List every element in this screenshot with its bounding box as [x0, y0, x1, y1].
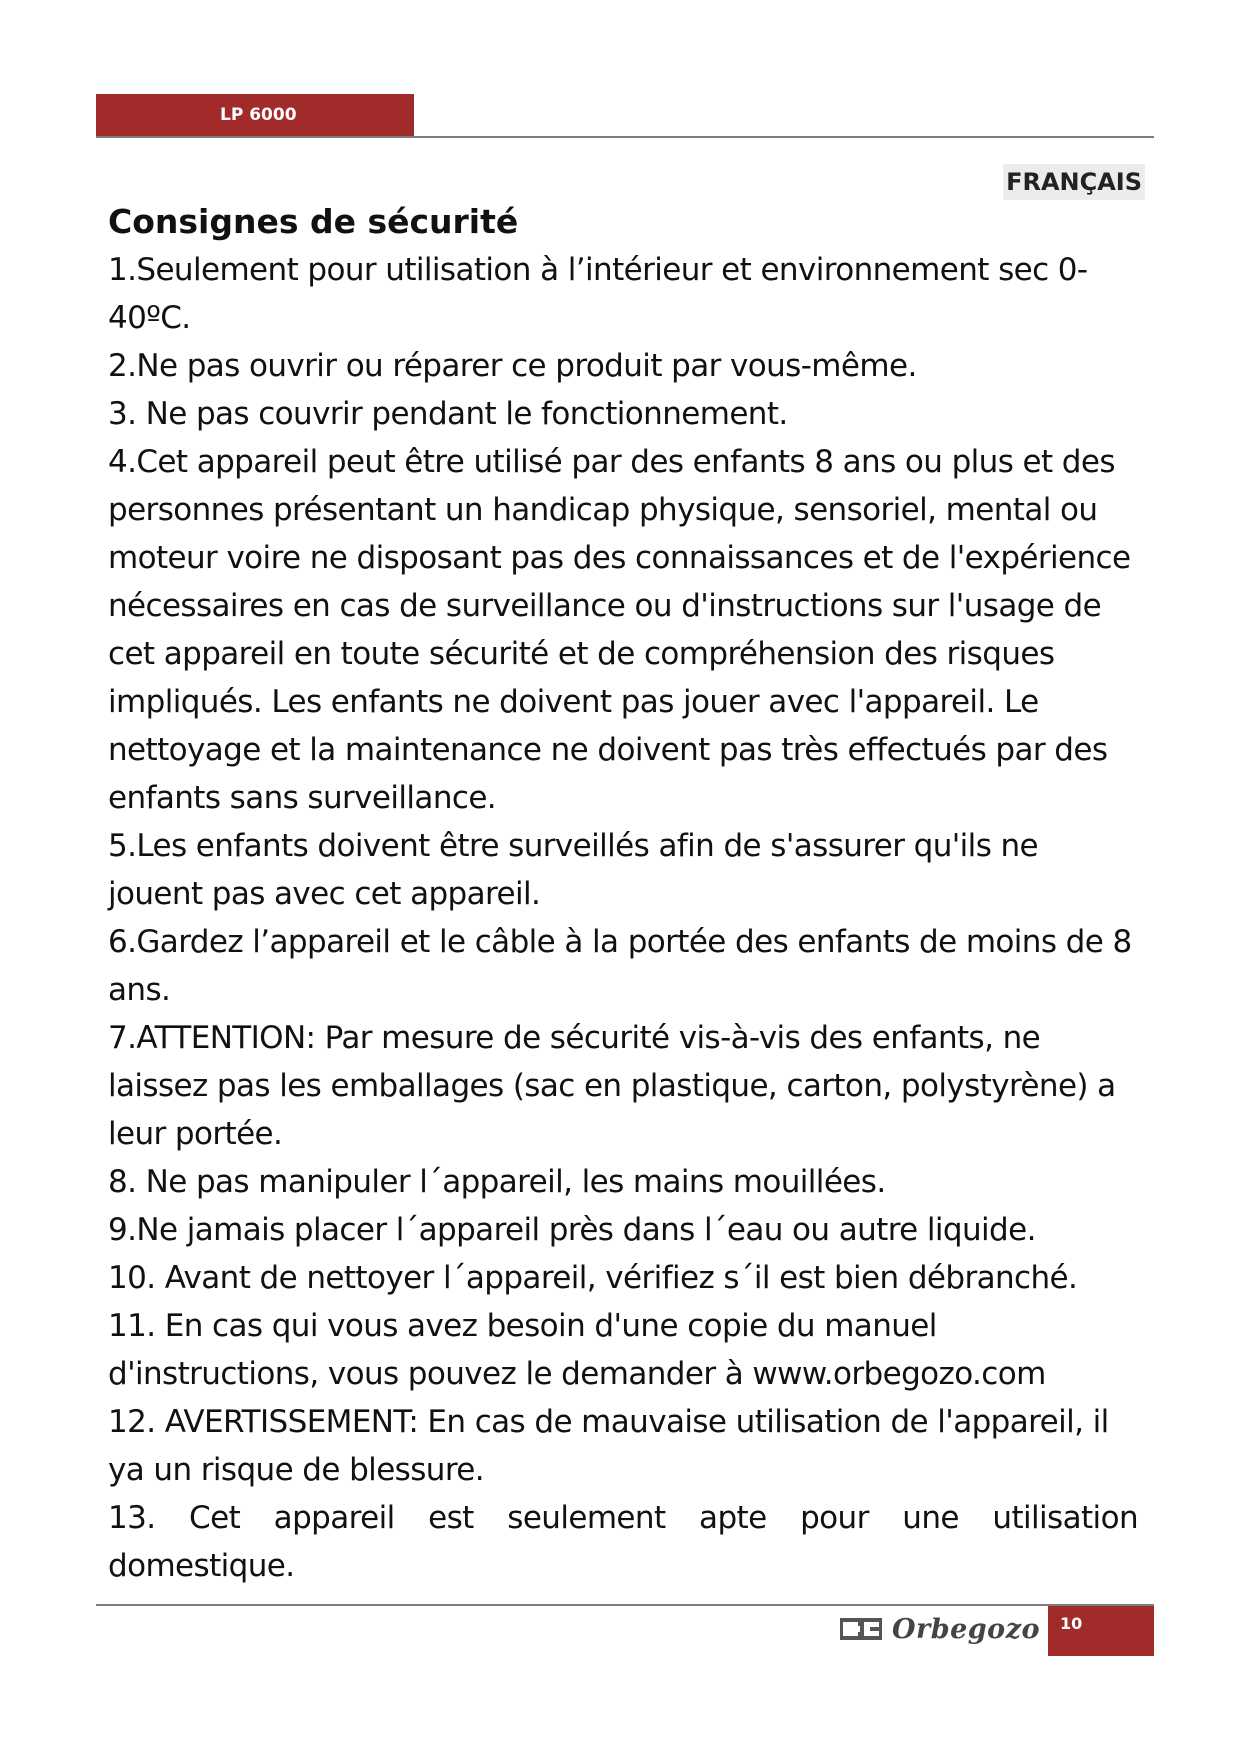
header-divider	[96, 136, 1154, 138]
safety-item-7: 7.ATTENTION: Par mesure de sécurité vis-à-vis des enfants, ne laissez pas les emballages (sac en plastique, carton, polystyrène) a leur portée.	[108, 1020, 1116, 1152]
safety-item-1: 1.Seulement pour utilisation à l’intérieur et environnement sec 0-40ºC.	[108, 252, 1088, 336]
safety-item-3: 3. Ne pas couvrir pendant le fonctionnement.	[108, 396, 788, 432]
safety-item-12: 12. AVERTISSEMENT: En cas de mauvaise utilisation de l'appareil, il ya un risque de blessure.	[108, 1404, 1109, 1488]
page-number-box	[1048, 1606, 1154, 1656]
safety-item-4: 4.Cet appareil peut être utilisé par des enfants 8 ans ou plus et des personnes présentant un handicap physique, sensoriel, mental ou moteur voire ne disposant pas des connaissances et de l'expérience nécessaires en cas de surveillance ou d'instructions sur l'usage de cet appareil en toute sécurité et de compréhension des risques impliqués. Les enfants ne doivent pas jouer avec l'appareil. Le nettoyage et la maintenance ne doivent pas très effectués par des enfants sans surveillance.	[108, 444, 1131, 816]
safety-item-2: 2.Ne pas ouvrir ou réparer ce produit par vous-même.	[108, 348, 917, 384]
safety-item-10: 10. Avant de nettoyer l´appareil, vérifiez s´il est bien débranché.	[108, 1260, 1078, 1296]
safety-item-6: 6.Gardez l’appareil et le câble à la portée des enfants de moins de 8 ans.	[108, 924, 1132, 1008]
brand-logo	[840, 1608, 1040, 1650]
safety-item-5: 5.Les enfants doivent être surveillés afin de s'assurer qu'ils ne jouent pas avec cet appareil.	[108, 828, 1039, 912]
safety-item-8: 8. Ne pas manipuler l´appareil, les mains mouillées.	[108, 1164, 886, 1200]
safety-item-13: 13. Cet appareil est seulement apte pour une utilisation domestique.	[108, 1500, 1138, 1584]
safety-item-11: 11. En cas qui vous avez besoin d'une copie du manuel d'instructions, vous pouvez le demander à www.orbegozo.com	[108, 1308, 1046, 1392]
brand-name: Orbegozo	[892, 1613, 1041, 1645]
model-tab	[96, 94, 414, 136]
footer-divider	[96, 1604, 1154, 1606]
safety-section	[108, 200, 1138, 1590]
language-label: FRANÇAIS	[1003, 164, 1145, 200]
safety-item-9: 9.Ne jamais placer l´appareil près dans l´eau ou autre liquide.	[108, 1212, 1036, 1248]
model-label: LP 6000	[220, 105, 297, 125]
section-title: Consignes de sécurité	[108, 202, 519, 241]
page-number: 10	[1060, 1614, 1083, 1633]
safety-list	[108, 246, 1138, 1590]
orbegozo-logo-icon	[840, 1617, 882, 1641]
